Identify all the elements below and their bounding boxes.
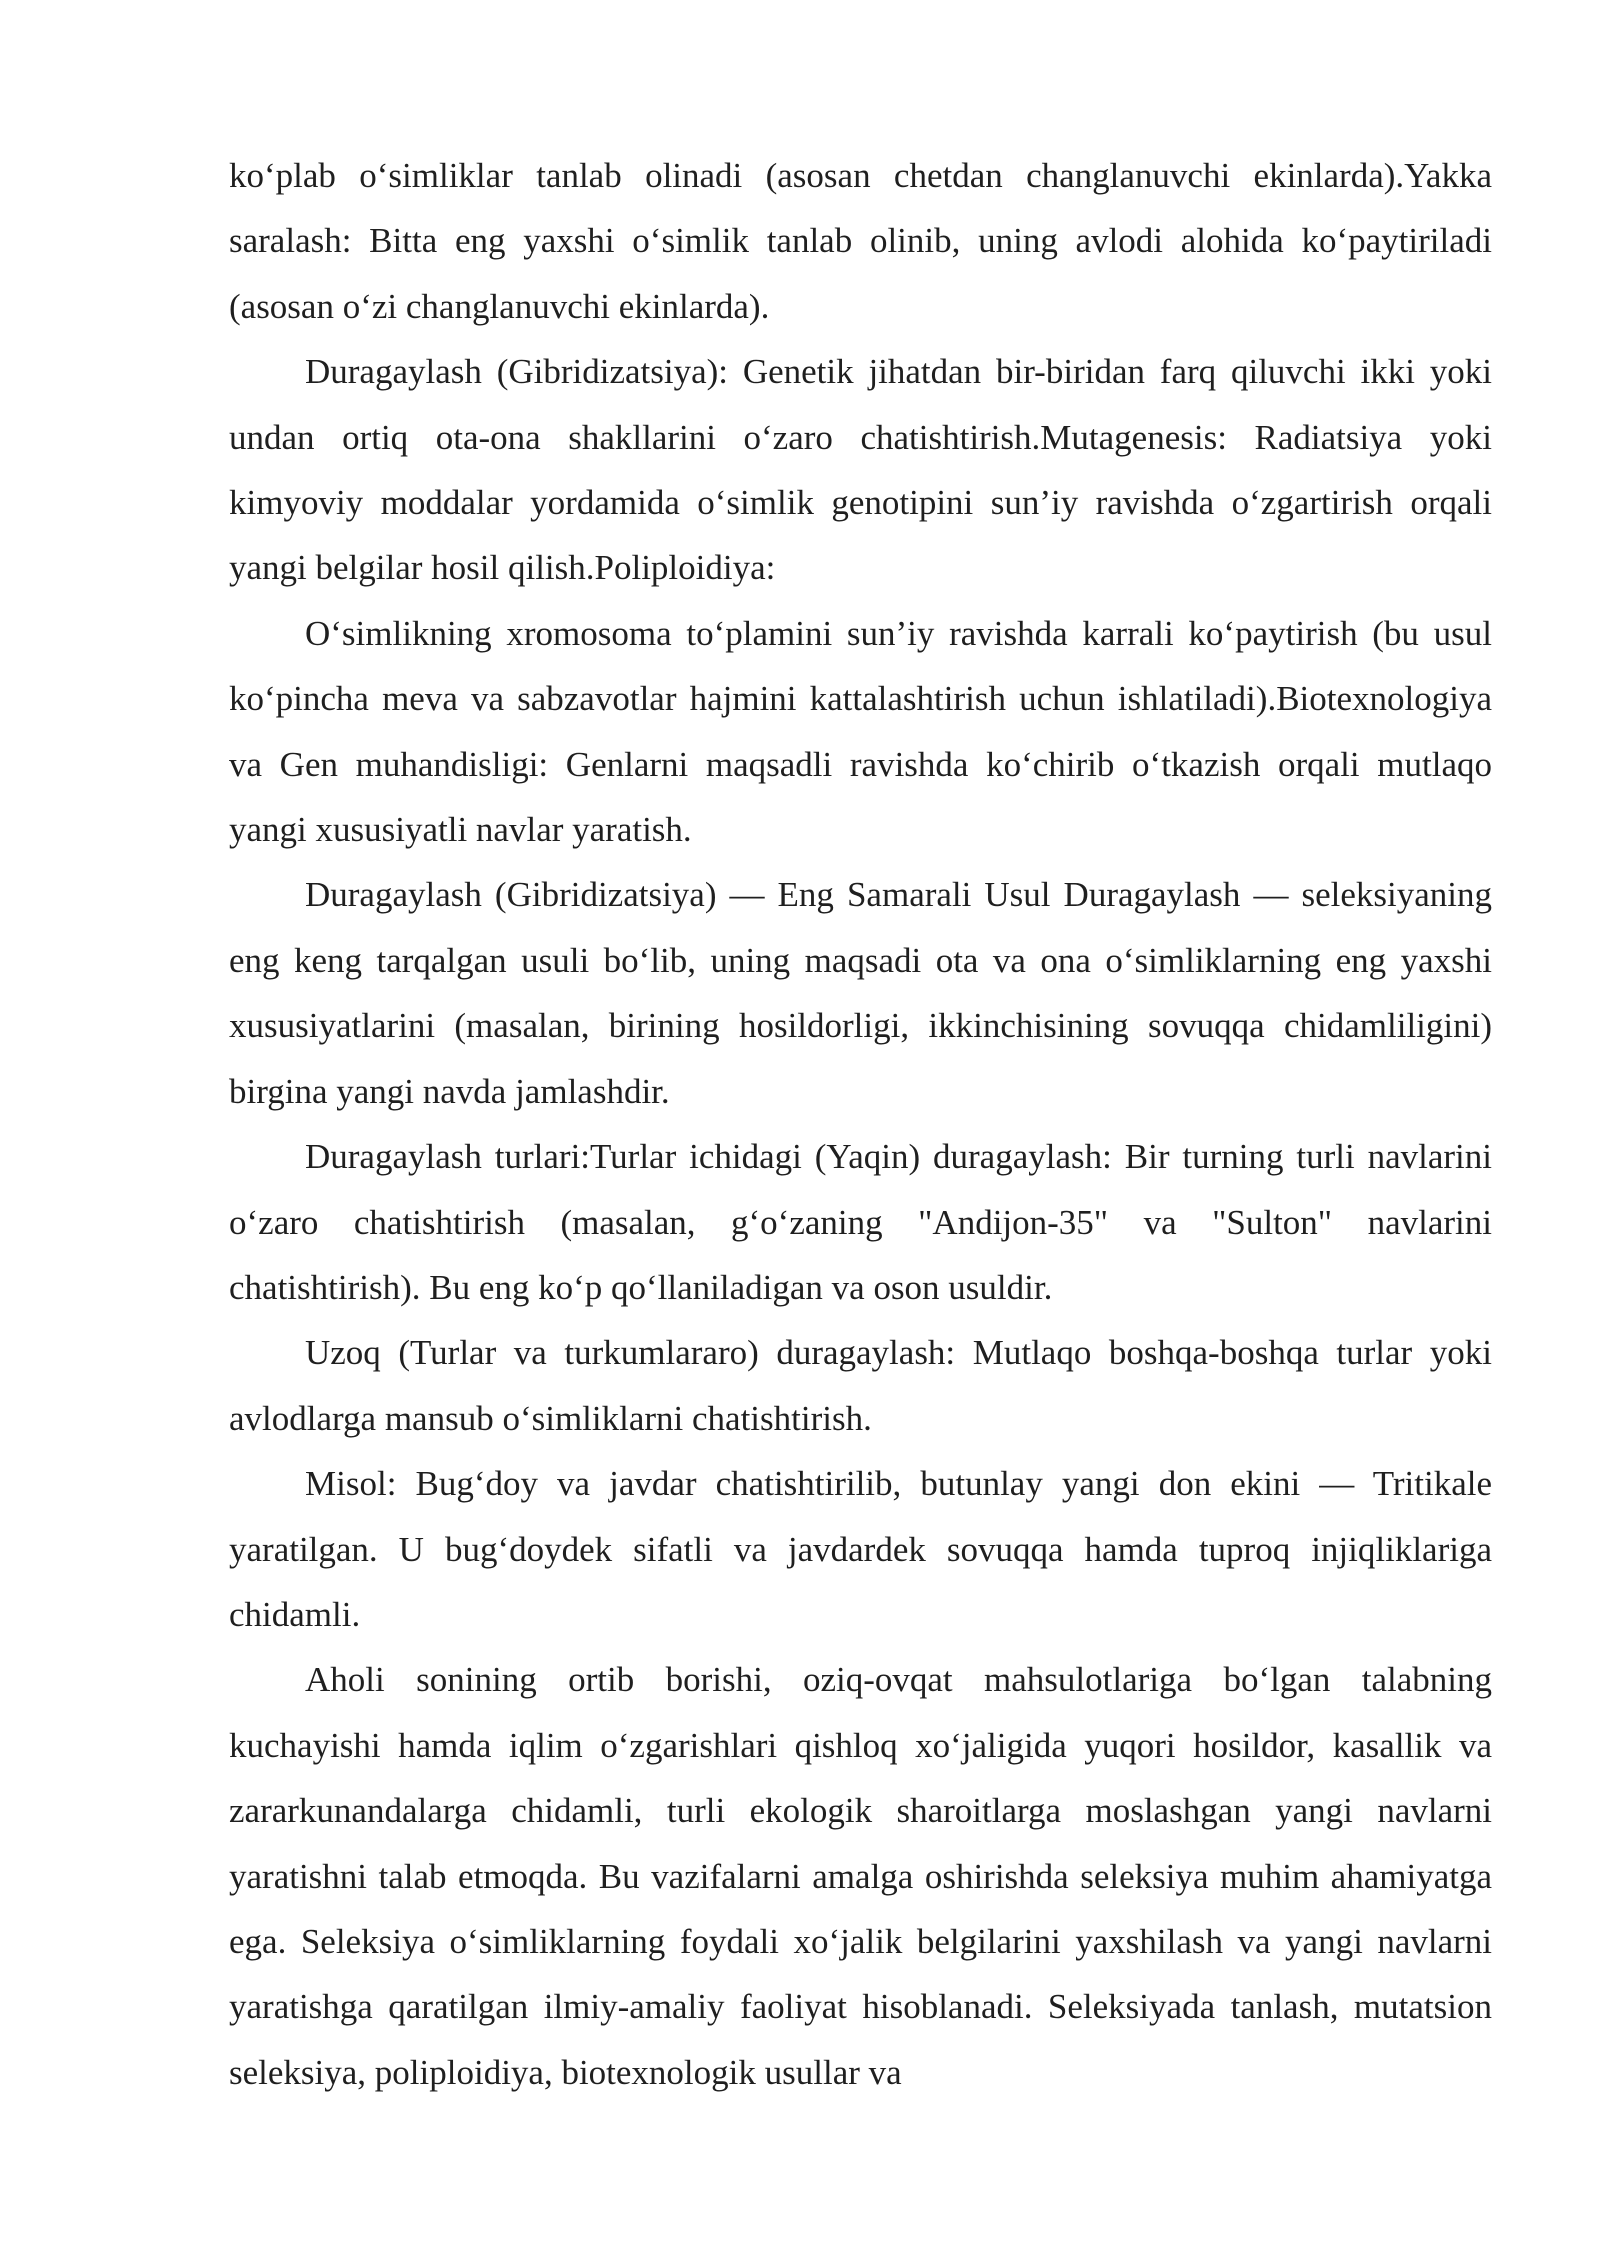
paragraph-selection-importance: Aholi sonining ortib borishi, oziq-ovqat mahsulotlariga bo‘lgan talabning kuchayishi hamda iqlim o‘zgarishlari qishloq xo‘jaligida yuqori hosildor, kasallik va zararkunandalarga chidamli, turli ekologik sharoitlarga moslashgan yangi navlarni yaratishni talab etmoqda. Bu vazifalarni amalga oshirishda seleksiya muhim ahamiyatga ega. Seleksiya o‘simliklarning foydali xo‘jalik belgilarini yaxshilash va yangi navlarni yaratishga qaratilgan ilmiy-amaliy faoliyat hisoblanadi. Seleksiyada tanlash, mutatsion seleksiya, poliploidiya, biotexnologik usullar va bbox=[229, 1660, 1492, 2092]
paragraph-duragaylash-types: Duragaylash turlari:Turlar ichidagi (Yaqin) duragaylash: Bir turning turli navlarini o‘zaro chatishtirish (masalan, g‘o‘zaning "Andijon-35" va "Sulton" navlarini chatishtirish). Bu eng ko‘p qo‘llaniladigan va oson usuldir. bbox=[229, 1137, 1492, 1307]
paragraph-poliploidiya: O‘simlikning xromosoma to‘plamini sun’iy ravishda karrali ko‘paytirish (bu usul ko‘pincha meva va sabzavotlar hajmini kattalashtirish uchun ishlatiladi).Biotexnologiya va Gen muhandisligi: Genlarni maqsadli ravishda ko‘chirib o‘tkazish orqali mutlaqo yangi xususiyatli navlar yaratish. bbox=[229, 613, 1492, 850]
paragraph-continuation: ko‘plab o‘simliklar tanlab olinadi (asosan chetdan changlanuvchi ekinlarda).Yakka saralash: Bitta eng yaxshi o‘simlik tanlab olinib, uning avlodi alohida ko‘paytiriladi (asosan o‘zi changlanuvchi ekinlarda). bbox=[229, 156, 1492, 326]
document-page bbox=[229, 143, 1492, 2105]
paragraph-duragaylash-method: Duragaylash (Gibridizatsiya) — Eng Samarali Usul Duragaylash — seleksiyaning eng keng tarqalgan usuli bo‘lib, uning maqsadi ota va ona o‘simliklarning eng yaxshi xususiyatlarini (masalan, birining hosildorligi, ikkinchisining sovuqqa chidamliligini) birgina yangi navda jamlashdir. bbox=[229, 875, 1492, 1111]
paragraph-example: Misol: Bug‘doy va javdar chatishtirilib, butunlay yangi don ekini — Tritikale yaratilgan. U bug‘doydek sifatli va javdardek sovuqqa hamda tuproq injiqliklariga chidamli. bbox=[229, 1464, 1492, 1634]
paragraph-duragaylash-definition: Duragaylash (Gibridizatsiya): Genetik jihatdan bir-biridan farq qiluvchi ikki yoki undan ortiq ota-ona shakllarini o‘zaro chatishtirish.Mutagenesis: Radiatsiya yoki kimyoviy moddalar yordamida o‘simlik genotipini sun’iy ravishda o‘zgartirish orqali yangi belgilar hosil qilish.Poliploidiya: bbox=[229, 352, 1492, 588]
paragraph-distant-hybridization: Uzoq (Turlar va turkumlararo) duragaylash: Mutlaqo boshqa-boshqa turlar yoki avlodlarga mansub o‘simliklarni chatishtirish. bbox=[229, 1333, 1492, 1438]
